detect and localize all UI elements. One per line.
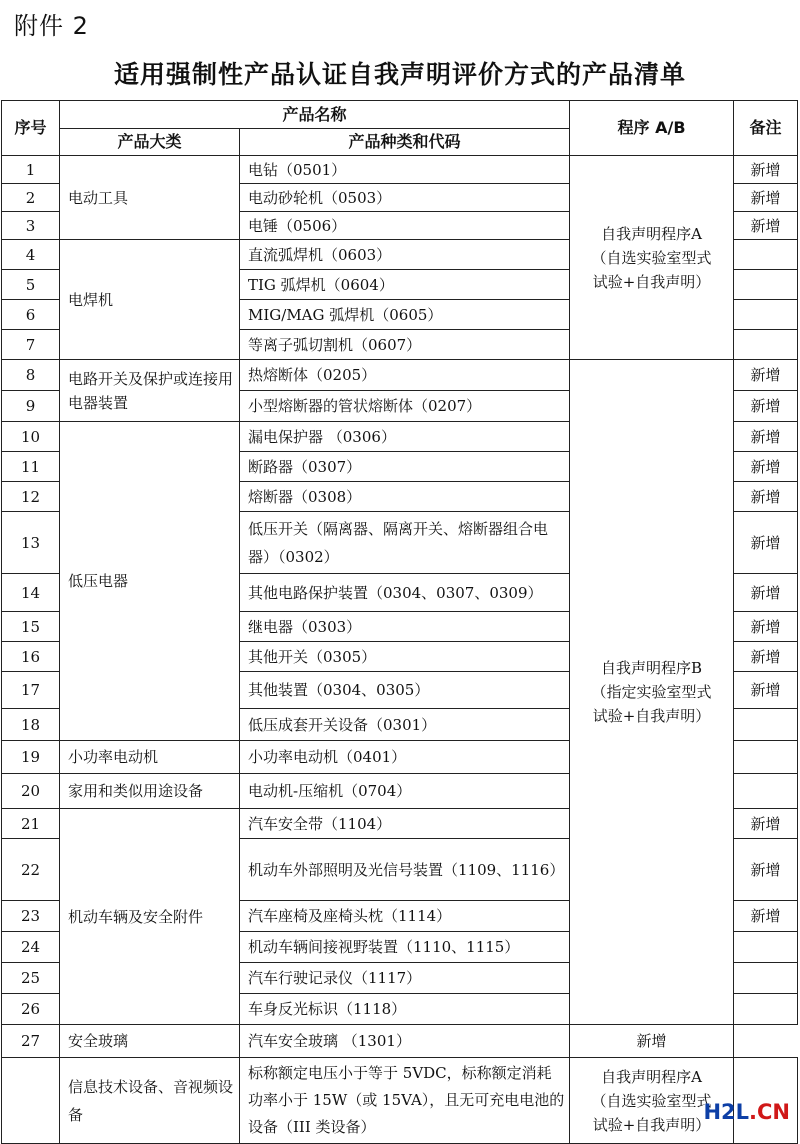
category-cell: 安全玻璃 xyxy=(60,1025,240,1058)
procedure-cell-b xyxy=(570,360,734,1025)
procedure-line: （自选实验室型式 xyxy=(591,248,712,267)
type-cell: 熔断器（0308） xyxy=(240,482,570,512)
seq-cell: 20 xyxy=(2,774,60,809)
type-cell: 小功率电动机（0401） xyxy=(240,741,570,774)
type-cell: 电锤（0506） xyxy=(240,212,570,240)
seq-cell: 2 xyxy=(2,184,60,212)
seq-cell: 9 xyxy=(2,391,60,422)
type-cell: 汽车行驶记录仪（1117） xyxy=(240,963,570,994)
seq-cell: 17 xyxy=(2,672,60,709)
table-row xyxy=(2,1025,798,1058)
category-cell: 低压电器 xyxy=(60,422,240,741)
product-list-table xyxy=(1,100,798,1144)
header-remark: 备注 xyxy=(734,101,798,156)
remark-cell xyxy=(734,994,798,1025)
seq-cell: 12 xyxy=(2,482,60,512)
remark-cell xyxy=(734,330,798,360)
seq-cell: 19 xyxy=(2,741,60,774)
type-cell: 汽车安全带（1104） xyxy=(240,809,570,839)
seq-cell: 18 xyxy=(2,709,60,741)
remark-cell: 新增 xyxy=(734,809,798,839)
seq-cell: 5 xyxy=(2,270,60,300)
seq-cell: 16 xyxy=(2,642,60,672)
remark-cell xyxy=(734,741,798,774)
remark-cell: 新增 xyxy=(734,422,798,452)
type-cell: 低压开关（隔离器、隔离开关、熔断器组合电器）（0302） xyxy=(240,512,570,574)
remark-cell: 新增 xyxy=(734,612,798,642)
procedure-line: 试验+自我声明） xyxy=(592,272,711,291)
type-cell: 汽车座椅及座椅头枕（1114） xyxy=(240,901,570,932)
remark-cell: 新增 xyxy=(734,391,798,422)
header-type-code: 产品种类和代码 xyxy=(240,129,570,156)
type-cell: 直流弧焊机（0603） xyxy=(240,240,570,270)
type-cell: 漏电保护器 （0306） xyxy=(240,422,570,452)
type-cell: 其他装置（0304、0305） xyxy=(240,672,570,709)
type-cell: 机动车外部照明及光信号装置（1109、1116） xyxy=(240,839,570,901)
category-cell: 机动车辆及安全附件 xyxy=(60,809,240,1025)
category-cell: 电路开关及保护或连接用电器装置 xyxy=(60,360,240,422)
seq-cell: 14 xyxy=(2,574,60,612)
seq-cell: 4 xyxy=(2,240,60,270)
type-cell: MIG/MAG 弧焊机（0605） xyxy=(240,300,570,330)
type-cell: 断路器（0307） xyxy=(240,452,570,482)
table-row xyxy=(2,1058,798,1144)
remark-cell: 新增 xyxy=(734,360,798,391)
remark-cell: 新增 xyxy=(734,482,798,512)
type-cell: 继电器（0303） xyxy=(240,612,570,642)
seq-cell: 27 xyxy=(2,1025,60,1058)
type-cell: 电钻（0501） xyxy=(240,156,570,184)
remark-cell xyxy=(734,270,798,300)
seq-cell: 15 xyxy=(2,612,60,642)
type-cell: TIG 弧焊机（0604） xyxy=(240,270,570,300)
remark-cell: 新增 xyxy=(734,184,798,212)
category-cell: 小功率电动机 xyxy=(60,741,240,774)
type-cell: 机动车辆间接视野装置（1110、1115） xyxy=(240,932,570,963)
procedure-line: 自我声明程序A xyxy=(601,1067,702,1086)
remark-cell: 新增 xyxy=(734,574,798,612)
remark-cell: 新增 xyxy=(734,512,798,574)
watermark-brand: H2L xyxy=(703,1100,750,1124)
seq-cell: 7 xyxy=(2,330,60,360)
watermark-logo xyxy=(703,1100,790,1124)
table-row xyxy=(2,156,798,184)
remark-cell: 新增 xyxy=(570,1025,734,1058)
remark-cell: 新增 xyxy=(734,901,798,932)
table-row xyxy=(2,360,798,391)
type-cell: 热熔断体（0205） xyxy=(240,360,570,391)
seq-cell xyxy=(2,1058,60,1144)
seq-cell: 11 xyxy=(2,452,60,482)
remark-cell xyxy=(734,774,798,809)
procedure-line: （自选实验室型式 xyxy=(591,1091,712,1110)
annex-label: 附件 2 xyxy=(14,12,89,40)
remark-cell xyxy=(734,240,798,270)
remark-cell xyxy=(734,300,798,330)
seq-cell: 22 xyxy=(2,839,60,901)
type-cell: 其他电路保护装置（0304、0307、0309） xyxy=(240,574,570,612)
seq-cell: 3 xyxy=(2,212,60,240)
seq-cell: 25 xyxy=(2,963,60,994)
type-cell: 标称额定电压小于等于 5VDC，标称额定消耗功率小于 15W（或 15VA），且无可充电电池的设备（III 类设备） xyxy=(240,1058,570,1144)
seq-cell: 24 xyxy=(2,932,60,963)
page-title: 适用强制性产品认证自我声明评价方式的产品清单 xyxy=(113,60,686,89)
type-cell: 车身反光标识（1118） xyxy=(240,994,570,1025)
category-cell: 电焊机 xyxy=(60,240,240,360)
seq-cell: 1 xyxy=(2,156,60,184)
type-cell: 电动机-压缩机（0704） xyxy=(240,774,570,809)
seq-cell: 26 xyxy=(2,994,60,1025)
category-cell: 家用和类似用途设备 xyxy=(60,774,240,809)
seq-cell: 21 xyxy=(2,809,60,839)
watermark-tld: CN xyxy=(757,1100,790,1124)
procedure-line: （指定实验室型式 xyxy=(591,683,712,701)
type-cell: 等离子弧切割机（0607） xyxy=(240,330,570,360)
type-cell: 低压成套开关设备（0301） xyxy=(240,709,570,741)
type-cell: 电动砂轮机（0503） xyxy=(240,184,570,212)
type-cell: 小型熔断器的管状熔断体（0207） xyxy=(240,391,570,422)
watermark-dot: . xyxy=(749,1100,757,1124)
procedure-cell-a1 xyxy=(570,156,734,360)
seq-cell: 23 xyxy=(2,901,60,932)
remark-cell: 新增 xyxy=(734,672,798,709)
procedure-line: 自我声明程序B xyxy=(601,659,703,677)
remark-cell xyxy=(734,963,798,994)
category-cell: 电动工具 xyxy=(60,156,240,240)
type-cell: 汽车安全玻璃 （1301） xyxy=(240,1025,570,1058)
procedure-line: 自我声明程序A xyxy=(601,224,702,243)
header-category: 产品大类 xyxy=(60,129,240,156)
seq-cell: 6 xyxy=(2,300,60,330)
remark-cell: 新增 xyxy=(734,156,798,184)
header-seq: 序号 xyxy=(2,101,60,156)
remark-cell: 新增 xyxy=(734,839,798,901)
type-cell: 其他开关（0305） xyxy=(240,642,570,672)
seq-cell: 13 xyxy=(2,512,60,574)
remark-cell xyxy=(734,709,798,741)
procedure-line: 试验+自我声明） xyxy=(592,1115,711,1134)
seq-cell: 10 xyxy=(2,422,60,452)
remark-cell: 新增 xyxy=(734,642,798,672)
remark-cell xyxy=(734,932,798,963)
remark-cell: 新增 xyxy=(734,452,798,482)
category-cell: 信息技术设备、音视频设备 xyxy=(60,1058,240,1144)
remark-cell: 新增 xyxy=(734,212,798,240)
procedure-line: 试验+自我声明） xyxy=(592,707,711,725)
header-procedure: 程序 A/B xyxy=(570,101,734,156)
header-product-name: 产品名称 xyxy=(60,101,570,129)
seq-cell: 8 xyxy=(2,360,60,391)
